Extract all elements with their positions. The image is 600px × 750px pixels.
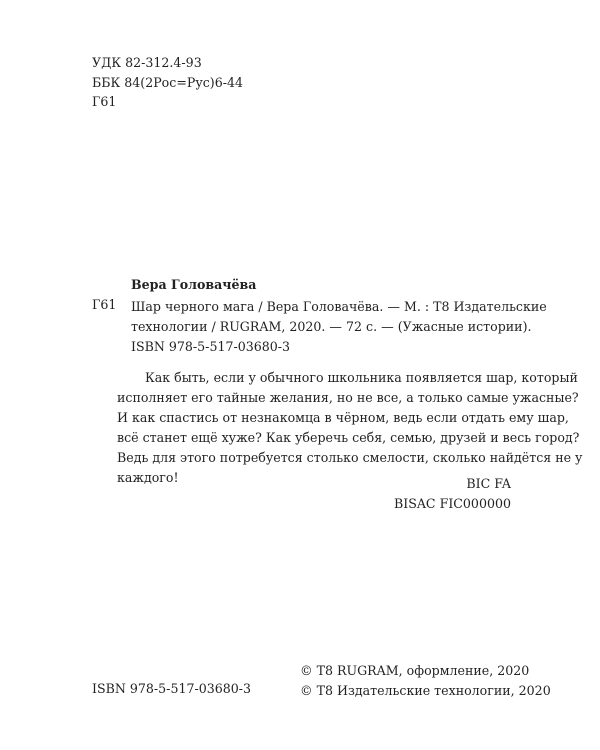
copyright-line: © Т8 RUGRAM, оформление, 2020 <box>300 663 530 678</box>
annotation-line: И как спастись от незнакомца в чёрном, ведь если отдать ему шар, <box>117 410 569 425</box>
subject-codes <box>394 474 511 514</box>
author-name: Вера Головачёва <box>131 277 257 292</box>
isbn-record: ISBN 978-5-517-03680-3 <box>131 339 291 354</box>
annotation-line: всё станет ещё хуже? Как уберечь себя, семью, друзей и весь город? <box>117 430 580 445</box>
copyright-line: © Т8 Издательские технологии, 2020 <box>300 683 551 698</box>
annotation-text <box>117 368 583 488</box>
classification-indexes <box>92 53 243 112</box>
description-line: Шар черного мага / Вера Головачёва. — М. : Т8 Издательские <box>131 299 547 314</box>
author-mark: Г61 <box>92 94 117 109</box>
bic-code: BIC FA <box>466 476 511 491</box>
isbn-footer: ISBN 978-5-517-03680-3 <box>92 681 252 696</box>
annotation-line: каждого! <box>117 470 179 485</box>
annotation-line: исполняет его тайные желания, но не все, а только самые ужасные? <box>117 390 579 405</box>
annotation-line: Ведь для этого потребуется столько смелости, сколько найдётся не у <box>117 450 583 465</box>
bibliographic-description <box>131 297 547 337</box>
author-mark-code: Г61 <box>92 297 117 312</box>
udk-index: УДК 82-312.4-93 <box>92 55 202 70</box>
bisac-code: BISAC FIC000000 <box>393 496 511 511</box>
bbk-index: ББК 84(2Рос=Рус)6-44 <box>92 74 244 90</box>
copyright-notice <box>300 661 551 701</box>
description-line: технологии / RUGRAM, 2020. — 72 с. — (Ужасные истории). <box>131 319 532 334</box>
annotation-line: Как быть, если у обычного школьника появляется шар, который <box>145 370 578 385</box>
